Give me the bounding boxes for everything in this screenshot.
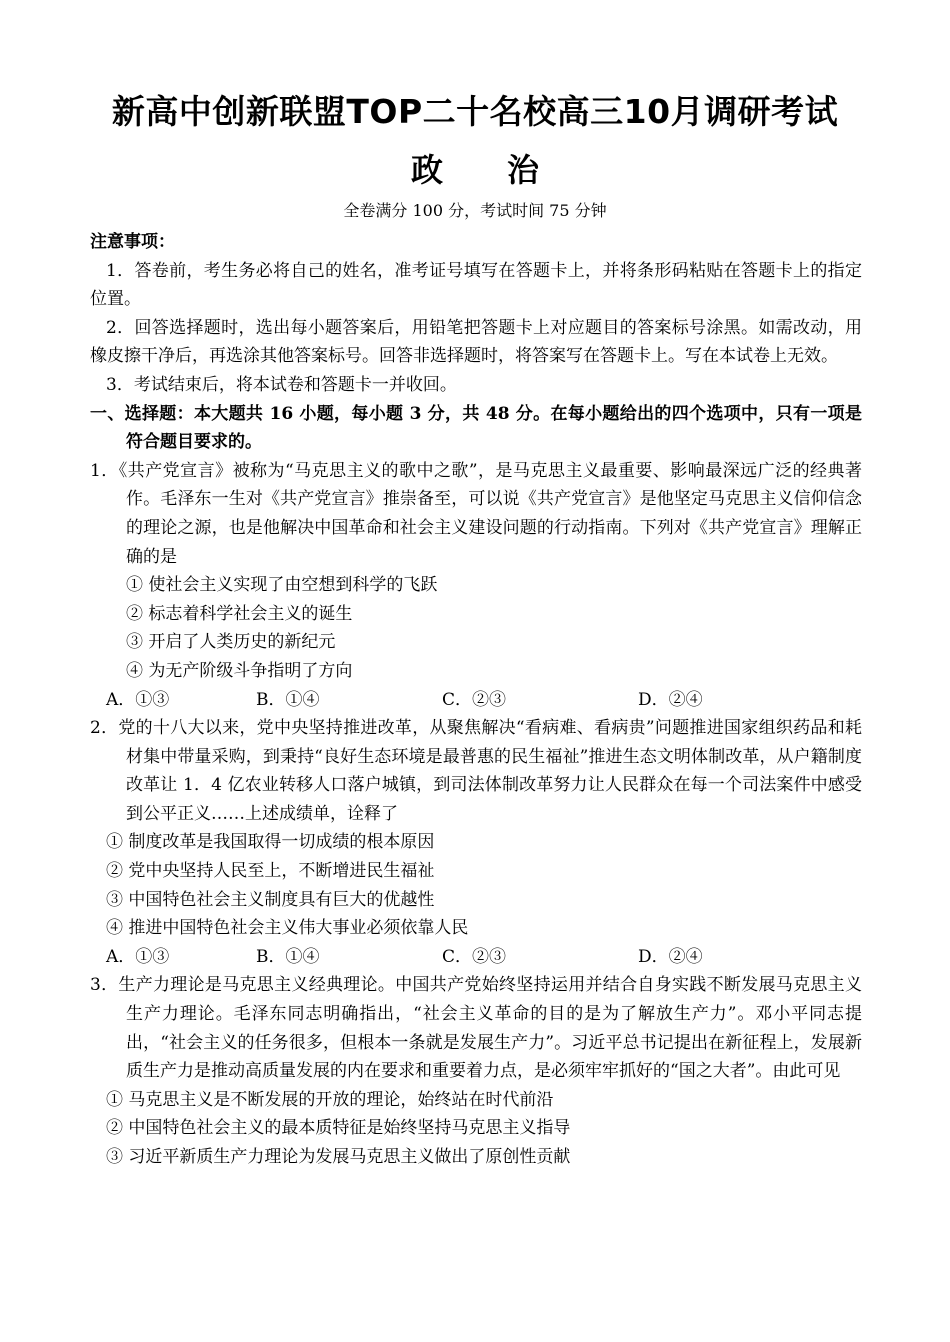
question-1-statement: ④ 为无产阶级斗争指明了方向 [126, 660, 353, 681]
choice-b: B．①④ [256, 689, 320, 710]
question-2-statement: ① 制度改革是我国取得一切成绩的根本原因 [106, 832, 435, 853]
choice-d: D．②④ [638, 946, 703, 967]
exam-title: 新高中创新联盟TOP二十名校高三10月调研考试 [111, 92, 839, 131]
subject-title: 政 治 [410, 151, 539, 189]
question-3-statement: ③ 习近平新质生产力理论为发展马克思主义做出了原创性贡献 [106, 1147, 571, 1167]
choice-b: B．①④ [256, 946, 320, 967]
question-3-statement: ② 中国特色社会主义的最本质特征是始终坚持马克思主义指导 [106, 1118, 571, 1139]
choice-d: D．②④ [638, 689, 703, 710]
exam-body [90, 228, 862, 1172]
question-2-stem: 2．党的十八大以来，党中央坚持推进改革，从聚焦解决“看病难、看病贵”问题推进国家组织药品和耗材集中带量采购，到秉持“良好生态环境是最普惠的民生福祉”推进生态文明体制改革，从户籍制度改革让 1．4 亿农业转移人口落户城镇，到司法体制改革努力让人民群众在每一个司法案件中感受到公平正义……上述成绩单，诠释了 [90, 718, 862, 824]
choice-a: A．①③ [106, 946, 170, 967]
question-3-statement: ① 马克思主义是不断发展的开放的理论，始终站在时代前沿 [106, 1089, 554, 1110]
question-1-statement: ③ 开启了人类历史的新纪元 [126, 632, 336, 653]
question-3-stem: 3．生产力理论是马克思主义经典理论。中国共产党始终坚持运用并结合自身实践不断发展马克思主义生产力理论。毛泽东同志明确指出，“社会主义革命的目的是为了解放生产力”。邓小平同志提出，“社会主义的任务很多，但根本一条就是发展生产力”。习近平总书记提出在新征程上，发展新质生产力是推动高质量发展的内在要求和重要着力点，是必须牢牢抓好的“国之大者”。由此可见 [90, 975, 862, 1082]
notes-heading: 注意事项： [90, 232, 175, 252]
choice-c: C．②③ [442, 689, 507, 710]
question-1-statement: ② 标志着科学社会主义的诞生 [126, 603, 353, 624]
note-item: 3．考试结束后，将本试卷和答题卡一并收回。 [106, 374, 457, 395]
question-2-statement: ③ 中国特色社会主义制度具有巨大的优越性 [106, 889, 435, 910]
choice-c: C．②③ [442, 946, 507, 967]
exam-info: 全卷满分 100 分，考试时间 75 分钟 [343, 201, 607, 220]
question-2-statement: ④ 推进中国特色社会主义伟大事业必须依靠人民 [106, 918, 469, 939]
question-1-stem: 1．《共产党宣言》被称为“马克思主义的歌中之歌”，是马克思主义最重要、影响最深远广泛的经典著作。毛泽东一生对《共产党宣言》推崇备至，可以说《共产党宣言》是他坚定马克思主义信仰信念的理论之源，也是他解决中国革命和社会主义建设问题的行动指南。下列对《共产党宣言》理解正确的是 [90, 460, 862, 567]
question-1-choices [90, 686, 862, 715]
question-2-choices [90, 943, 862, 972]
section-heading: 一、选择题：本大题共 16 小题，每小题 3 分，共 48 分。在每小题给出的四个选项中，只有一项是符合题目要求的。 [90, 403, 862, 453]
question-1-statement: ① 使社会主义实现了由空想到科学的飞跃 [126, 575, 438, 596]
choice-a: A．①③ [106, 689, 170, 710]
note-item: 2．回答选择题时，选出每小题答案后，用铅笔把答题卡上对应题目的答案标号涂黑。如需改动，用橡皮擦干净后，再选涂其他答案标号。回答非选择题时，将答案写在答题卡上。写在本试卷上无效。 [90, 317, 862, 367]
note-item: 1．答卷前，考生务必将自己的姓名，准考证号填写在答题卡上，并将条形码粘贴在答题卡上的指定位置。 [90, 260, 862, 310]
question-2-statement: ② 党中央坚持人民至上，不断增进民生福祉 [106, 861, 435, 882]
